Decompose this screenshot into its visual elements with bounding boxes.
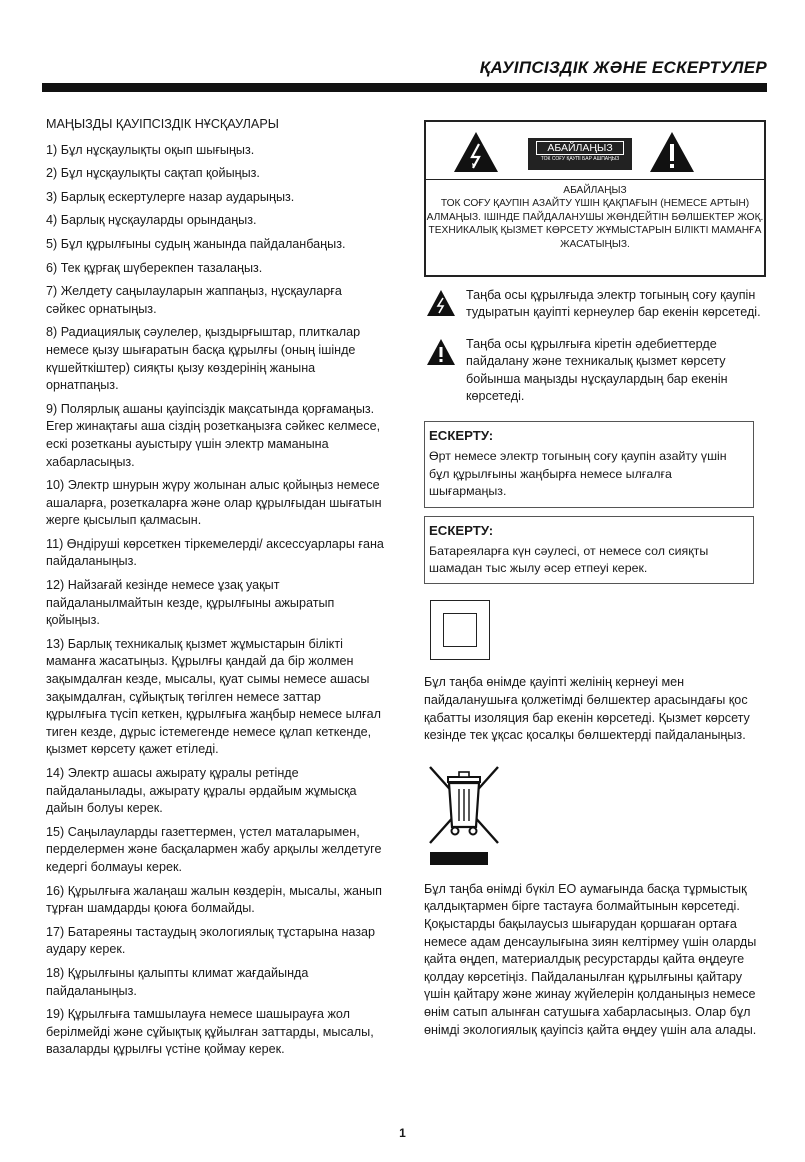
- caution-label-box: [424, 120, 766, 277]
- warning-note-2-title: ЕСКЕРТУ:: [429, 522, 494, 538]
- instruction-item-9: 9) Полярлық ашаны қауіпсіздік мақсатында қорғамаңыз. Егер жинақтағы аша сіздің розеткаңызға сәйкес келмесе, ескі розетканы ауыстыру үшін электр маманына хабарласыңыз.: [46, 401, 381, 469]
- weee-bar: [430, 852, 488, 865]
- instruction-item-13: 13) Барлық техникалық қызмет жұмыстарын білікті маманға жасатыңыз. Құрылғы қандай да бір жолмен зақымдалған кезде, мысалы, қуат сымы немесе ашасы зақымдалған, сұйықтық төгілген немесе заттар құрылғыға түсіп кеткен, құрылғыға жаңбыр немесе ылғал тиген кезде, дұрыс істемегенде немесе құлап кеткенде, қызмет көрсету қажет етіледі.: [46, 636, 381, 757]
- page-number: 1: [399, 1126, 406, 1140]
- caution-heading: АБАЙЛАҢЫЗ: [563, 185, 627, 196]
- lightning-symbol-explanation: [424, 287, 764, 322]
- instruction-item-14: 14) Электр ашасы ажырату құралы ретінде пайдаланылады, ажырату құралы әрдайым жұмысқа дайын болуы керек.: [46, 766, 357, 816]
- double-insulation-text: Бұл таңба өнімде қауіпті желінің кернеуі мен пайдаланушыға қолжетімді бөлшектер арасындағы қос қабатты изоляция бар екенін көрсетеді. Қызмет көрсету кезінде тек ұқсас қосалқы бөлшектерді пайдаланыңыз.: [424, 675, 750, 743]
- lightning-warning-icon: [452, 130, 500, 177]
- page-title: ҚАУІПСІЗДІК ЖӘНЕ ЕСКЕРТУЛЕР: [479, 58, 767, 77]
- warning-note-2: [424, 516, 754, 585]
- lightning-symbol-text: Таңба осы құрылғыда электр тогының соғу қаупін тудыратын қауіпті кернеулер бар екенін көрсетеді.: [466, 288, 761, 320]
- exclamation-icon: [426, 338, 456, 369]
- instruction-item-11: 11) Өндіруші көрсеткен тіркемелерді/ аксессуарлары ғана пайдаланыңыз.: [46, 536, 384, 569]
- header-rule: [42, 83, 767, 92]
- instruction-item-16: 16) Құрылғыға жалаңаш жалын көздерін, мысалы, жанып тұрған шамдарды қоюға болмайды.: [46, 883, 382, 916]
- instruction-item-8: 8) Радиациялық сәулелер, қыздырғыштар, плиткалар немесе қызу шығаратын басқа құрылғы (оның ішінде күшейткіштер) сияқты қызу көздерінің жанына орнатпаңыз.: [46, 325, 361, 393]
- exclamation-warning-icon: [648, 130, 696, 177]
- warning-note-1-text: Өрт немесе электр тогының соғу қаупін азайту үшін бұл құрылғыны жаңбырға немесе ылғалға шығармаңыз.: [429, 449, 727, 499]
- caution-badge-subtitle: ТОК СОҒУ ҚАУПІ БАР АШПАҢЫЗ: [540, 156, 620, 162]
- exclamation-symbol-explanation: [424, 336, 764, 406]
- double-insulation-icon: [430, 600, 490, 660]
- section-title: МАҢЫЗДЫ ҚАУІПСІЗДІК НҰСҚАУЛАРЫ: [46, 117, 279, 131]
- caution-badge: [528, 138, 632, 170]
- warning-note-1-title: ЕСКЕРТУ:: [429, 428, 494, 444]
- instruction-item-10: 10) Электр шнурын жүру жолынан алыс қойыңыз немесе ашаларға, розеткаларға және олар құрылғыдан шығатын жерге қысылып қалмасын.: [46, 478, 382, 528]
- exclamation-symbol-text: Таңба осы құрылғыға кіретін әдебиеттерде пайдалану және техникалық қызмет көрсету бойынша маңызды нұсқаулардың бар екенін көрсетеді.: [466, 336, 728, 404]
- instruction-item-12: 12) Найзағай кезінде немесе ұзақ уақыт пайдаланылмайтын кезде, құрылғыны ажыратып қойыңыз.: [46, 578, 335, 628]
- caution-text: ТОК СОҒУ ҚАУПІН АЗАЙТУ ҮШІН ҚАҚПАҒЫН (НЕМЕСЕ АРТЫН) АЛМАҢЫЗ. ІШІНДЕ ПАЙДАЛАНУШЫ ЖӨНДЕЙТІН БӨЛШЕКТЕР ЖОҚ. ТЕХНИКАЛЫҚ ҚЫЗМЕТ КӨРСЕТУ ЖҰМЫСТАРЫН БІЛІКТІ МАМАНҒА ЖАСАТЫҢЫЗ.: [426, 198, 764, 250]
- instruction-item-4: 4) Барлық нұсқауларды орындаңыз.: [46, 213, 257, 228]
- instruction-item-1: 1) Бұл нұсқаулықты оқып шығыңыз.: [46, 142, 255, 157]
- lightning-icon: [426, 289, 456, 320]
- caution-badge-title: АБАЙЛАҢЫЗ: [536, 141, 624, 155]
- warnings-column: [424, 120, 764, 1039]
- instruction-item-15: 15) Саңылауларды газеттермен, үстел маталарымен, перделермен және басқалармен жабу арқылы желдетуге кедергі болмауы керек.: [46, 824, 382, 874]
- instruction-item-19: 19) Құрылғыға тамшылауға немесе шашырауға жол берілмейді және сұйықтық құйылған заттарды, мысалы, вазаларды құрылғы үстіне қоймау керек.: [46, 1007, 374, 1057]
- weee-text: Бұл таңба өнімді бүкіл ЕО аумағында басқа тұрмыстық қалдықтармен бірге тастауға болмайтынын көрсетеді. Қоқыстарды бақылаусыз шығарудан қоршаған ортаға немесе адам денсаулығына зиян келтірмеу үшін оларды қайта өңдеп, материалдық ресурстарды қайта өңдеуге қолдау көрсетіңіз. Пайдаланылған құрылғыны қайтару үшін қайтару және жинау жүйелерін қолданыңыз немесе өнім сатып алынған сатушыға хабарласыңыз. Олар бұл өнімді экологиялық қауіпсіз қайта өңдеу үшін ала алады.: [424, 881, 757, 1037]
- instruction-item-7: 7) Желдету саңылауларын жаппаңыз, нұсқауларға сәйкес орнатыңыз.: [46, 284, 342, 316]
- instruction-item-18: 18) Құрылғыны қалыпты климат жағдайында пайдаланыңыз.: [46, 965, 309, 998]
- warning-note-1: [424, 421, 754, 507]
- instruction-item-2: 2) Бұл нұсқаулықты сақтап қойыңыз.: [46, 166, 260, 181]
- instruction-item-6: 6) Тек құрғақ шүберекпен тазалаңыз.: [46, 260, 263, 275]
- weee-symbol: [424, 763, 764, 865]
- instruction-item-5: 5) Бұл құрылғыны судың жанында пайдаланбаңыз.: [46, 236, 346, 251]
- instruction-item-3: 3) Барлық ескертулерге назар аударыңыз.: [46, 189, 295, 204]
- warning-note-2-text: Батареяларға күн сәулесі, от немесе сол сияқты шамадан тыс жылу әсер етпеуі керек.: [429, 543, 709, 576]
- safety-instructions: [46, 116, 384, 1065]
- instruction-item-17: 17) Батареяны тастаудың экологиялық тұстарына назар аудару керек.: [46, 924, 376, 957]
- crossed-bin-icon: [424, 836, 504, 850]
